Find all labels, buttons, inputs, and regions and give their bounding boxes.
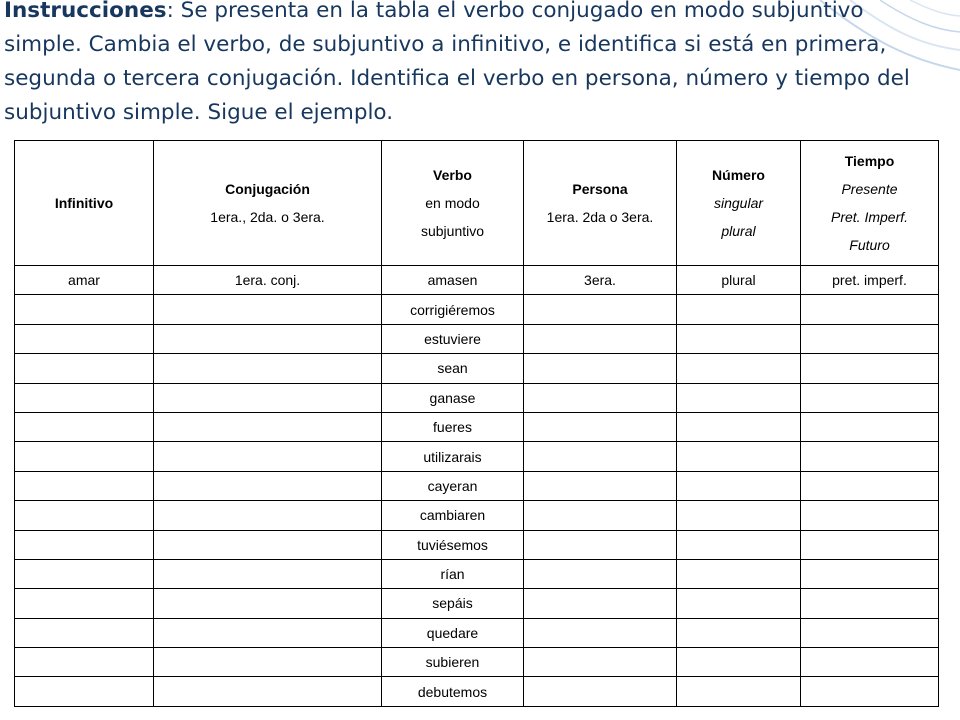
cell-infinitivo[interactable] bbox=[15, 589, 154, 618]
cell-tiempo[interactable] bbox=[801, 471, 939, 500]
cell-persona[interactable] bbox=[524, 589, 677, 618]
cell-infinitivo[interactable] bbox=[15, 677, 154, 706]
cell-tiempo[interactable] bbox=[801, 677, 939, 706]
instructions-lead: Instrucciones bbox=[4, 0, 167, 23]
cell-infinitivo[interactable] bbox=[15, 295, 154, 324]
table-row bbox=[15, 442, 939, 471]
table-header-row bbox=[15, 141, 939, 266]
cell-persona[interactable] bbox=[524, 677, 677, 706]
cell-verbo: subieren bbox=[382, 648, 524, 677]
cell-numero[interactable] bbox=[677, 354, 801, 383]
header-conjugacion-sub: 1era., 2da. o 3era. bbox=[210, 209, 325, 225]
cell-numero[interactable] bbox=[677, 471, 801, 500]
cell-infinitivo[interactable] bbox=[15, 412, 154, 441]
cell-conjugacion[interactable] bbox=[154, 383, 382, 412]
cell-tiempo[interactable] bbox=[801, 618, 939, 647]
example-tiempo: pret. imperf. bbox=[801, 266, 939, 295]
cell-numero[interactable] bbox=[677, 412, 801, 441]
header-persona-sub: 1era. 2da o 3era. bbox=[546, 209, 654, 225]
cell-numero[interactable] bbox=[677, 677, 801, 706]
cell-verbo: sean bbox=[382, 354, 524, 383]
cell-persona[interactable] bbox=[524, 354, 677, 383]
header-tiempo-sub1: Presente bbox=[841, 181, 898, 197]
header-numero-label: Número bbox=[712, 167, 765, 183]
table-row bbox=[15, 471, 939, 500]
verb-table bbox=[14, 140, 939, 707]
table-row bbox=[15, 530, 939, 559]
example-row bbox=[15, 266, 939, 295]
example-verbo: amasen bbox=[382, 266, 524, 295]
table-row bbox=[15, 412, 939, 441]
cell-persona[interactable] bbox=[524, 501, 677, 530]
header-conjugacion bbox=[154, 141, 382, 266]
cell-tiempo[interactable] bbox=[801, 383, 939, 412]
cell-tiempo[interactable] bbox=[801, 412, 939, 441]
cell-persona[interactable] bbox=[524, 559, 677, 588]
cell-persona[interactable] bbox=[524, 324, 677, 353]
cell-tiempo[interactable] bbox=[801, 559, 939, 588]
header-persona-label: Persona bbox=[572, 181, 628, 197]
cell-verbo: quedare bbox=[382, 618, 524, 647]
cell-verbo: fueres bbox=[382, 412, 524, 441]
example-numero: plural bbox=[677, 266, 801, 295]
cell-conjugacion[interactable] bbox=[154, 589, 382, 618]
cell-persona[interactable] bbox=[524, 618, 677, 647]
cell-tiempo[interactable] bbox=[801, 442, 939, 471]
header-persona bbox=[524, 141, 677, 266]
cell-infinitivo[interactable] bbox=[15, 648, 154, 677]
cell-conjugacion[interactable] bbox=[154, 295, 382, 324]
cell-persona[interactable] bbox=[524, 412, 677, 441]
cell-conjugacion[interactable] bbox=[154, 501, 382, 530]
table-row bbox=[15, 383, 939, 412]
header-numero-sub2: plural bbox=[721, 223, 756, 239]
cell-numero[interactable] bbox=[677, 589, 801, 618]
cell-persona[interactable] bbox=[524, 530, 677, 559]
cell-persona[interactable] bbox=[524, 383, 677, 412]
header-verbo-sub1: en modo bbox=[425, 195, 480, 211]
cell-verbo: estuviere bbox=[382, 324, 524, 353]
cell-tiempo[interactable] bbox=[801, 589, 939, 618]
header-verbo bbox=[382, 141, 524, 266]
table-row bbox=[15, 354, 939, 383]
header-numero bbox=[677, 141, 801, 266]
cell-verbo: utilizarais bbox=[382, 442, 524, 471]
cell-persona[interactable] bbox=[524, 648, 677, 677]
cell-verbo: ganase bbox=[382, 383, 524, 412]
header-infinitivo-label: Infinitivo bbox=[54, 195, 114, 211]
header-numero-sub1: singular bbox=[713, 195, 764, 211]
table-row bbox=[15, 295, 939, 324]
cell-conjugacion[interactable] bbox=[154, 559, 382, 588]
cell-numero[interactable] bbox=[677, 442, 801, 471]
cell-conjugacion[interactable] bbox=[154, 530, 382, 559]
cell-conjugacion[interactable] bbox=[154, 677, 382, 706]
cell-tiempo[interactable] bbox=[801, 324, 939, 353]
cell-verbo: debutemos bbox=[382, 677, 524, 706]
cell-tiempo[interactable] bbox=[801, 354, 939, 383]
cell-verbo: tuviésemos bbox=[382, 530, 524, 559]
cell-infinitivo[interactable] bbox=[15, 559, 154, 588]
cell-persona[interactable] bbox=[524, 471, 677, 500]
cell-tiempo[interactable] bbox=[801, 501, 939, 530]
cell-verbo: rían bbox=[382, 559, 524, 588]
cell-verbo: corrigiéremos bbox=[382, 295, 524, 324]
table-row bbox=[15, 559, 939, 588]
cell-numero[interactable] bbox=[677, 559, 801, 588]
example-persona: 3era. bbox=[524, 266, 677, 295]
cell-infinitivo[interactable] bbox=[15, 618, 154, 647]
cell-numero[interactable] bbox=[677, 648, 801, 677]
cell-verbo: sepáis bbox=[382, 589, 524, 618]
cell-infinitivo[interactable] bbox=[15, 501, 154, 530]
cell-infinitivo[interactable] bbox=[15, 442, 154, 471]
cell-conjugacion[interactable] bbox=[154, 648, 382, 677]
header-conjugacion-label: Conjugación bbox=[225, 181, 310, 197]
cell-infinitivo[interactable] bbox=[15, 324, 154, 353]
cell-numero[interactable] bbox=[677, 324, 801, 353]
example-conjugacion: 1era. conj. bbox=[154, 266, 382, 295]
header-tiempo-sub3: Futuro bbox=[849, 237, 890, 253]
cell-tiempo[interactable] bbox=[801, 295, 939, 324]
cell-conjugacion[interactable] bbox=[154, 442, 382, 471]
cell-conjugacion[interactable] bbox=[154, 354, 382, 383]
cell-conjugacion[interactable] bbox=[154, 412, 382, 441]
header-verbo-sub2: subjuntivo bbox=[420, 223, 485, 239]
header-tiempo bbox=[801, 141, 939, 266]
cell-conjugacion[interactable] bbox=[154, 618, 382, 647]
cell-numero[interactable] bbox=[677, 618, 801, 647]
table-row bbox=[15, 648, 939, 677]
cell-infinitivo[interactable] bbox=[15, 530, 154, 559]
table-row bbox=[15, 501, 939, 530]
table-row bbox=[15, 324, 939, 353]
table-row bbox=[15, 677, 939, 706]
cell-numero[interactable] bbox=[677, 501, 801, 530]
cell-numero[interactable] bbox=[677, 295, 801, 324]
header-tiempo-label: Tiempo bbox=[844, 153, 895, 169]
cell-infinitivo[interactable] bbox=[15, 354, 154, 383]
cell-numero[interactable] bbox=[677, 383, 801, 412]
table-row bbox=[15, 589, 939, 618]
instructions-text bbox=[4, 0, 939, 130]
cell-tiempo[interactable] bbox=[801, 648, 939, 677]
header-infinitivo bbox=[15, 141, 154, 266]
cell-conjugacion[interactable] bbox=[154, 324, 382, 353]
cell-verbo: cayeran bbox=[382, 471, 524, 500]
cell-numero[interactable] bbox=[677, 530, 801, 559]
header-verbo-label: Verbo bbox=[433, 167, 472, 183]
header-tiempo-sub2: Pret. Imperf. bbox=[830, 209, 909, 225]
cell-persona[interactable] bbox=[524, 442, 677, 471]
cell-tiempo[interactable] bbox=[801, 530, 939, 559]
cell-infinitivo[interactable] bbox=[15, 383, 154, 412]
instructions-body: : Se presenta en la tabla el verbo conjugado en modo subjuntivo simple. Cambia el verbo, de subjuntivo a infinitivo, e identifica si está en primera, segunda o tercera conjugación. Identifica el verbo en persona, número y tiempo del subjuntivo simple. Sigue el ejemplo. bbox=[4, 0, 910, 125]
cell-persona[interactable] bbox=[524, 295, 677, 324]
example-infinitivo: amar bbox=[15, 266, 154, 295]
cell-verbo: cambiaren bbox=[382, 501, 524, 530]
table-row bbox=[15, 618, 939, 647]
cell-conjugacion[interactable] bbox=[154, 471, 382, 500]
cell-infinitivo[interactable] bbox=[15, 471, 154, 500]
